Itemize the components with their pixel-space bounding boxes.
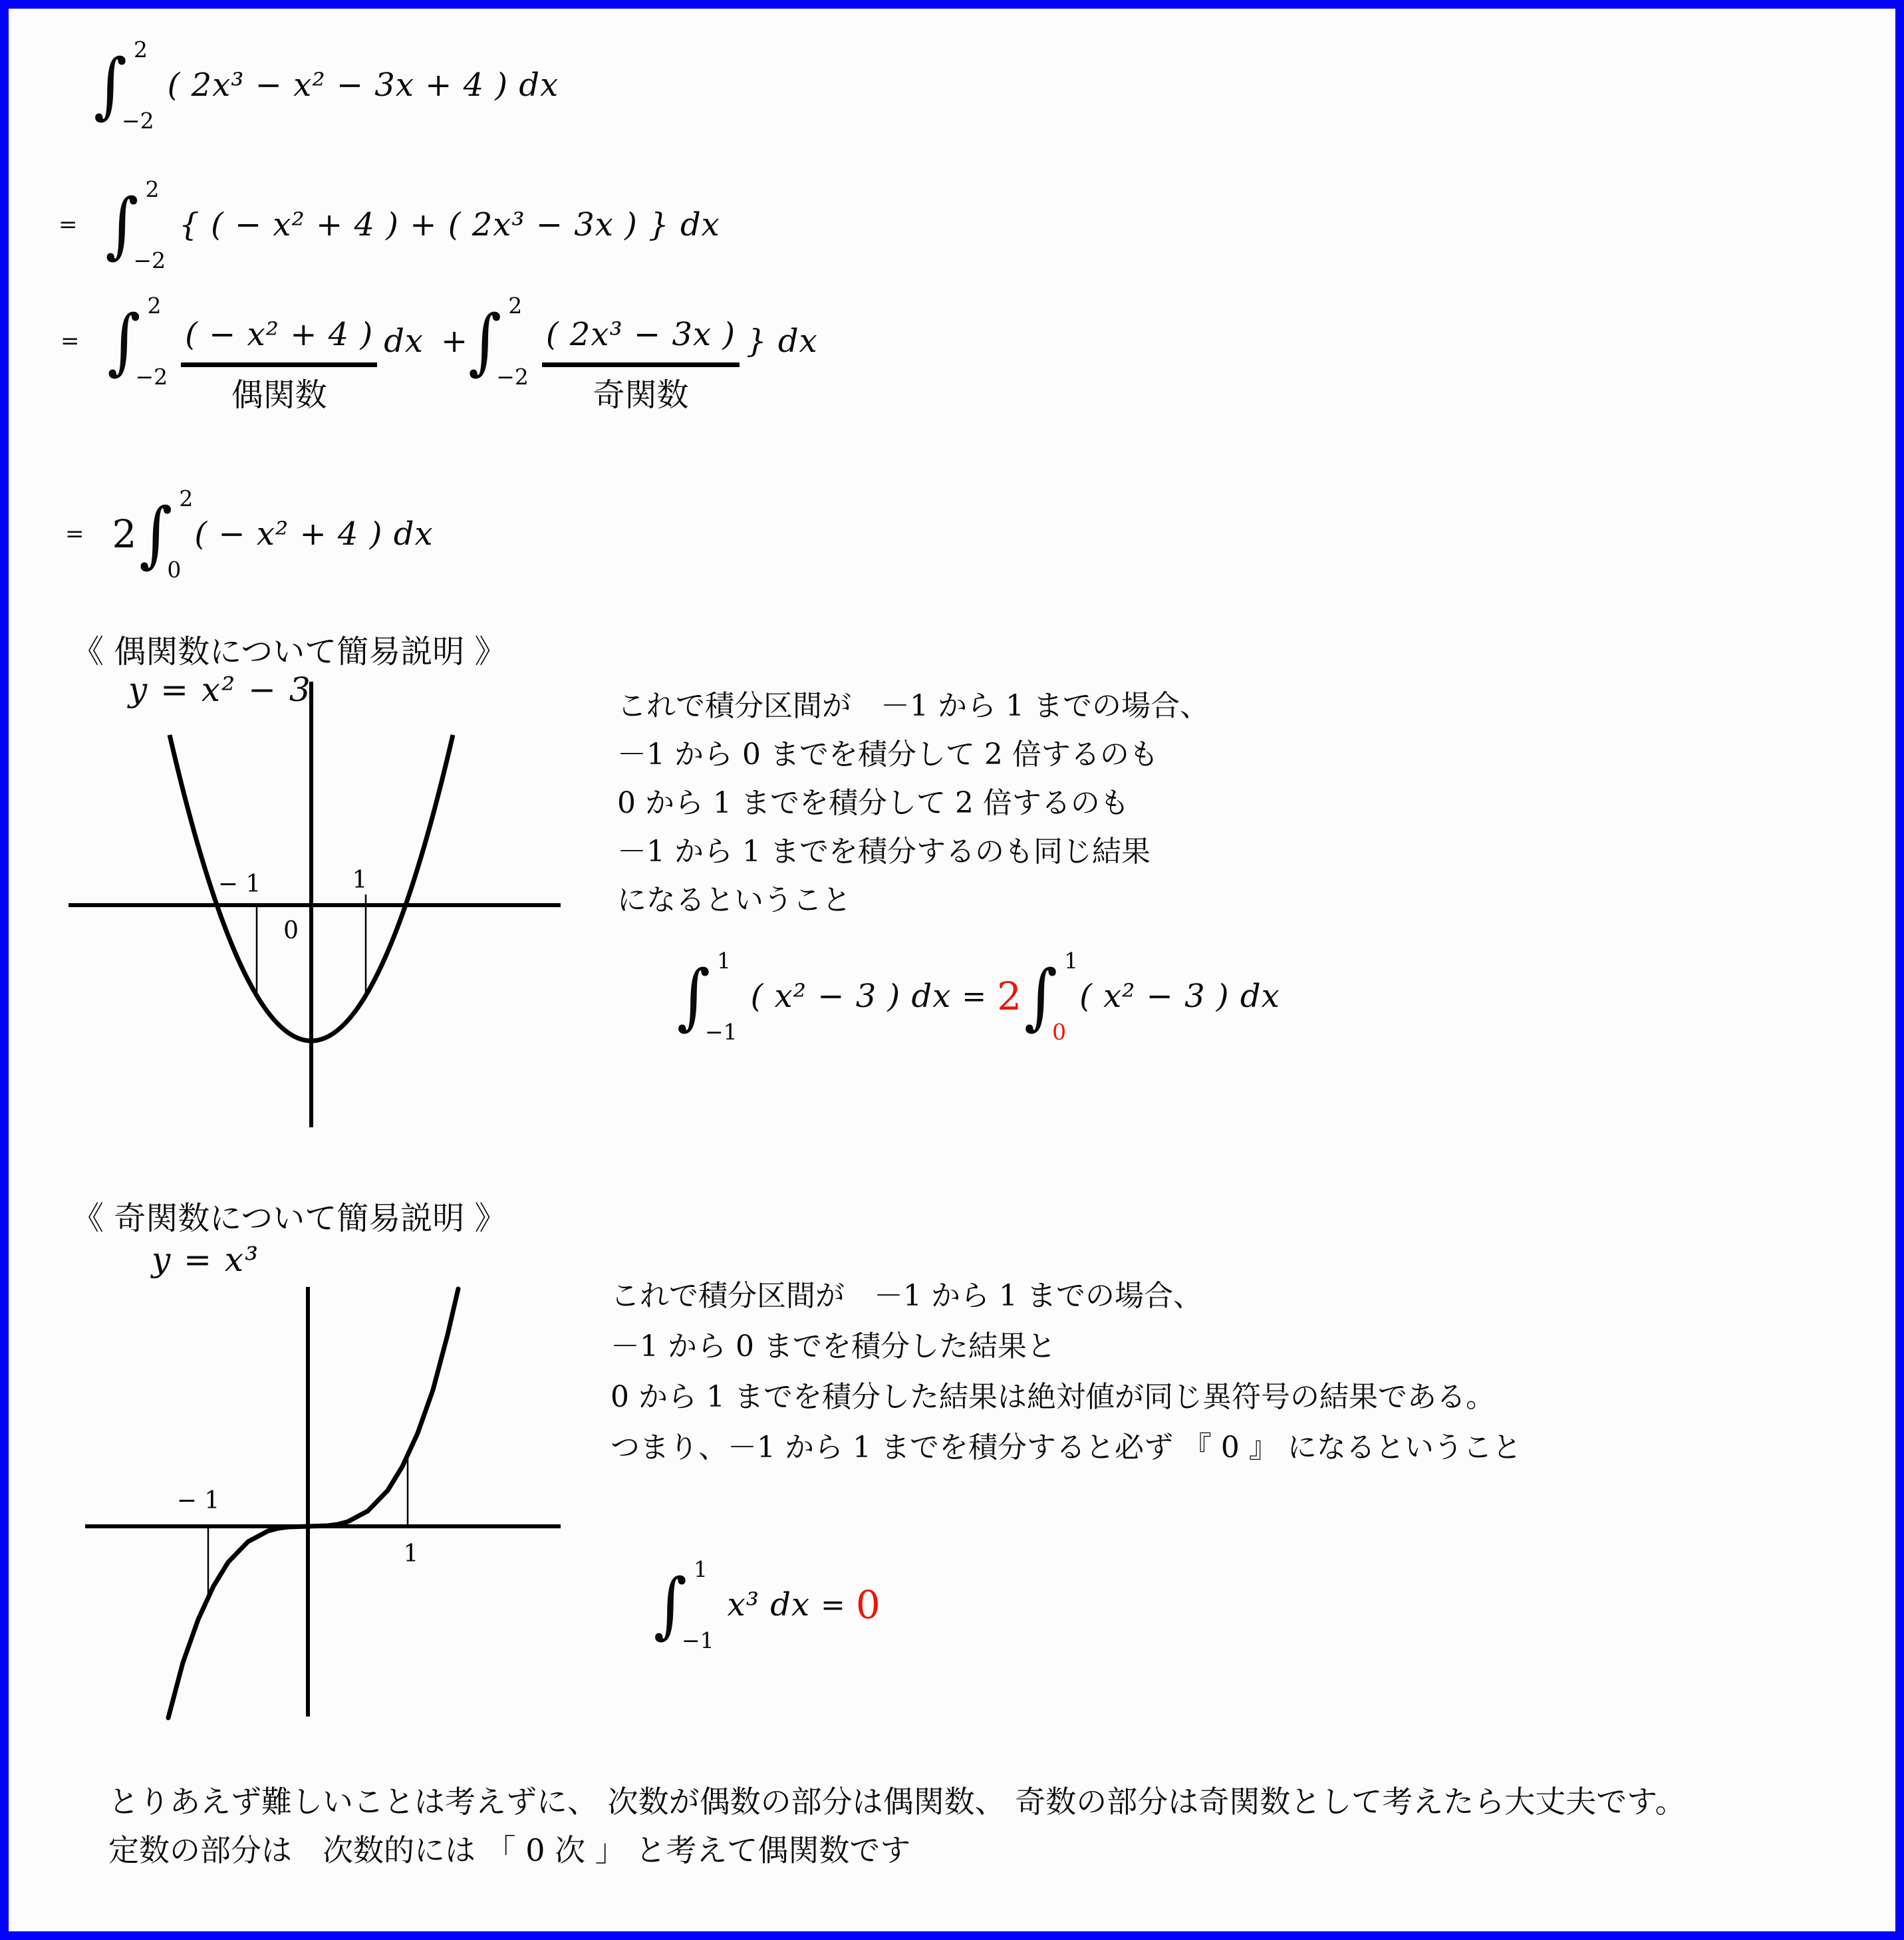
even-part: ( − x² + 4 ) bbox=[185, 315, 374, 353]
integral-upper-limit: 2 bbox=[179, 485, 194, 511]
even-function-graph bbox=[49, 674, 581, 1133]
x-tick-pos1-label: 1 bbox=[403, 1540, 419, 1568]
integral-lower-limit-red: 0 bbox=[1052, 1019, 1067, 1045]
odd-integral-identity bbox=[654, 1558, 883, 1651]
even-integral-identity bbox=[677, 950, 1280, 1043]
red-result: 0 bbox=[855, 1582, 881, 1627]
integral-limits bbox=[133, 176, 173, 273]
integral-limits bbox=[705, 948, 744, 1045]
formula-body: ( 2x³ − x² − 3x + 4 ) dx bbox=[167, 67, 559, 104]
integral-limits bbox=[1052, 948, 1079, 1045]
odd-function-graph bbox=[75, 1272, 607, 1738]
x-tick-neg1-label: − 1 bbox=[176, 1487, 220, 1514]
odd-part-underline bbox=[542, 315, 740, 414]
integral-lower-limit: −2 bbox=[133, 247, 166, 273]
integral-upper-limit: 1 bbox=[694, 1556, 708, 1582]
formula-line-2 bbox=[59, 178, 720, 271]
integral-upper-limit: 1 bbox=[1064, 948, 1079, 974]
explanation-line: になるということ bbox=[617, 883, 851, 917]
formula-body: { ( − x² + 4 ) + ( 2x³ − 3x ) } dx bbox=[179, 206, 720, 243]
integral-sign: ∫ bbox=[677, 954, 711, 1038]
x-tick-pos1-label: 1 bbox=[352, 867, 368, 894]
odd-explanation bbox=[611, 1271, 1522, 1473]
integral bbox=[139, 485, 194, 583]
integral-lower-limit: −1 bbox=[682, 1627, 714, 1653]
integral bbox=[1024, 948, 1079, 1045]
integral bbox=[654, 1558, 721, 1651]
even-fn-label: y = x² − 3 bbox=[128, 670, 312, 709]
explanation-line: これで積分区間が －1 から 1 までの場合、 bbox=[617, 689, 1209, 723]
even-part-underline bbox=[181, 315, 377, 414]
equals-sign: = bbox=[962, 979, 987, 1014]
integral-upper-limit: 2 bbox=[145, 176, 160, 202]
coefficient: 2 bbox=[112, 511, 137, 557]
explanation-line: －1 から 1 までを積分するのも同じ結果 bbox=[617, 835, 1151, 869]
integral-upper-limit: 2 bbox=[134, 37, 148, 63]
integral-limits bbox=[682, 1556, 721, 1653]
formula-tail: dx bbox=[384, 323, 424, 360]
formula-line-1 bbox=[94, 39, 559, 132]
integral bbox=[677, 950, 744, 1043]
explanation-line: －1 から 0 までを積分して 2 倍するのも bbox=[617, 738, 1158, 771]
formula-body: ( x² − 3 ) dx bbox=[750, 978, 952, 1015]
formula-body: ( − x² + 4 ) dx bbox=[194, 515, 434, 553]
integral-lower-limit: 0 bbox=[167, 557, 182, 583]
integral bbox=[108, 295, 175, 388]
integral bbox=[468, 295, 535, 388]
explanation-line: －1 から 0 までを積分した結果と bbox=[611, 1329, 1056, 1363]
integral-sign: ∫ bbox=[1024, 954, 1058, 1038]
plus-sign: + bbox=[441, 323, 469, 360]
even-section-heading: 《 偶関数について簡易説明 》 bbox=[72, 633, 507, 670]
explanation-line: つまり、－1 から 1 までを積分すると必ず 『 0 』 になるということ bbox=[611, 1431, 1522, 1464]
red-coefficient: 2 bbox=[997, 974, 1022, 1019]
integral-upper-limit: 2 bbox=[508, 293, 523, 319]
integral-limits bbox=[122, 37, 161, 134]
formula-line-4 bbox=[65, 487, 434, 581]
equals-sign: = bbox=[59, 211, 78, 238]
integral-sign: ∫ bbox=[468, 299, 502, 383]
integral bbox=[94, 39, 161, 132]
equals-sign: = bbox=[61, 328, 80, 354]
integral-upper-limit: 2 bbox=[147, 293, 162, 319]
integral-lower-limit: −2 bbox=[135, 364, 168, 390]
explanation-line: これで積分区間が －1 から 1 までの場合、 bbox=[611, 1279, 1202, 1313]
integral-upper-limit: 1 bbox=[717, 948, 732, 974]
footer-note bbox=[108, 1778, 1686, 1875]
formula-body: x³ dx bbox=[727, 1586, 811, 1623]
integral-lower-limit: −2 bbox=[122, 108, 154, 134]
equals-sign: = bbox=[821, 1588, 845, 1622]
footer-line: 定数の部分は 次数的には 「 0 次 」 と考えて偶関数です bbox=[108, 1832, 911, 1868]
integral-sign: ∫ bbox=[94, 43, 128, 127]
odd-part: ( 2x³ − 3x ) bbox=[545, 315, 736, 353]
integral bbox=[106, 178, 173, 271]
equals-sign: = bbox=[65, 521, 84, 547]
origin-label: 0 bbox=[283, 917, 299, 944]
explanation-line: 0 から 1 までを積分して 2 倍するのも bbox=[617, 786, 1129, 820]
even-explanation bbox=[617, 682, 1209, 924]
integral-lower-limit: −1 bbox=[705, 1019, 738, 1045]
explanation-line: 0 から 1 までを積分した結果は絶対値が同じ異符号の結果である。 bbox=[611, 1380, 1495, 1414]
integral-sign: ∫ bbox=[139, 492, 173, 576]
integral-limits bbox=[167, 485, 194, 583]
formula-line-3 bbox=[61, 293, 818, 414]
integral-sign: ∫ bbox=[107, 299, 141, 383]
even-function-label: 偶関数 bbox=[231, 376, 327, 414]
integral-lower-limit: −2 bbox=[496, 364, 529, 390]
odd-function-label: 奇関数 bbox=[593, 376, 689, 414]
formula-body: ( x² − 3 ) dx bbox=[1079, 978, 1280, 1015]
integral-limits bbox=[496, 293, 535, 390]
integral-sign: ∫ bbox=[105, 183, 139, 267]
odd-fn-label: y = x³ bbox=[152, 1240, 260, 1279]
formula-tail: } dx bbox=[746, 323, 818, 360]
x-tick-neg1-label: − 1 bbox=[217, 871, 261, 898]
footer-line: とりあえず難しいことは考えずに、 次数が偶数の部分は偶関数、 奇数の部分は奇関数として考えたら大丈夫です。 bbox=[108, 1784, 1686, 1820]
integral-limits bbox=[135, 293, 175, 390]
integral-sign: ∫ bbox=[654, 1563, 688, 1647]
odd-section-heading: 《 奇関数について簡易説明 》 bbox=[72, 1200, 507, 1237]
